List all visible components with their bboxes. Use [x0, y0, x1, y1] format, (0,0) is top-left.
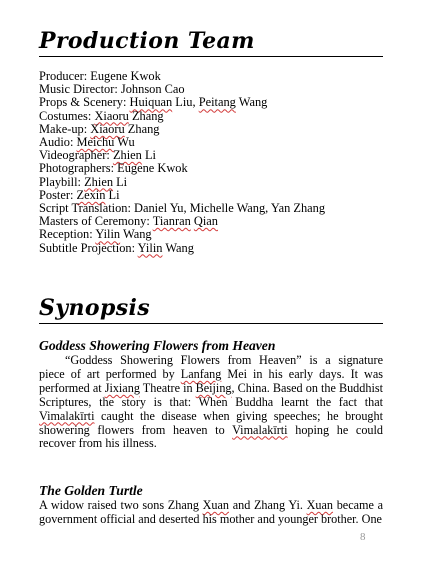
credit-role: Reception:: [39, 227, 93, 242]
goddess-synopsis-paragraph: [39, 354, 383, 451]
credit-name: Zexin Li: [76, 187, 120, 202]
credit-name: Tianran Qian: [152, 214, 218, 229]
page-number: 8: [360, 531, 366, 543]
credit-role: Masters of Ceremony:: [39, 214, 150, 229]
credit-role: Playbill:: [39, 174, 81, 189]
credit-item: [39, 96, 389, 109]
credit-name: Xiaoru Zhang: [94, 108, 164, 123]
golden-turtle-title: The Golden Turtle: [39, 483, 143, 498]
paragraph-line: showering flowers from heaven to Vimalakīrti hoping he could: [39, 422, 383, 437]
credit-role: Props & Scenery:: [39, 95, 127, 110]
paragraph-line: “Goddess Showering Flowers from Heaven” is a signature: [65, 353, 383, 367]
credit-name: Huiquan Liu, Peitang Wang: [129, 95, 268, 110]
credit-name: Johnson Cao: [120, 82, 185, 97]
credit-role: Producer:: [39, 69, 88, 83]
credit-name: Yilin Wang: [95, 227, 152, 242]
paragraph-line: government official and deserted his mother and younger brother. One: [39, 511, 382, 526]
paragraph-line: Vimalakīrti caught the disease when giving speeches; he brought: [39, 408, 383, 423]
golden-turtle-synopsis-paragraph: [39, 499, 383, 527]
paragraph-line: A widow raised two sons Zhang Xuan and Zhang Yi. Xuan became a: [39, 498, 384, 512]
paragraph-line: recover from his illness.: [39, 436, 157, 451]
credit-name: Yilin Wang: [137, 240, 194, 255]
goddess-title: Goddess Showering Flowers from Heaven: [39, 338, 276, 353]
credit-name: Eugene Kwok: [90, 69, 161, 83]
synopsis-heading: Synopsis: [39, 295, 151, 321]
credit-name: Daniel Yu, Michelle Wang, Yan Zhang: [134, 201, 326, 216]
credit-name: Xiaoru Zhang: [90, 121, 160, 136]
production-team-rule: [39, 56, 383, 57]
credit-name: Zhien Li: [112, 148, 156, 163]
credit-role: Photographers:: [39, 161, 115, 176]
production-credits-list: [39, 70, 389, 255]
paragraph-line: piece of art performed by Lanfang Mei in his early days. It was: [39, 366, 383, 381]
credit-role: Make-up:: [39, 121, 88, 136]
credit-item: [39, 242, 389, 255]
credit-role: Subtitle Projection:: [39, 240, 136, 255]
paragraph-line: Scriptures, the story is that: When Buddha learnt the fact that: [39, 394, 383, 409]
credit-role: Poster:: [39, 187, 74, 202]
synopsis-rule: [39, 323, 383, 324]
credit-name: Meichu Wu: [76, 135, 135, 150]
credit-name: Zhien Li: [84, 174, 128, 189]
production-team-heading: Production Team: [39, 28, 255, 54]
credit-role: Music Director:: [39, 82, 118, 97]
paragraph-line: performed at Jixiang Theatre in Beijing, China. Based on the Buddhist: [39, 380, 383, 395]
credit-role: Costumes:: [39, 108, 92, 123]
credit-name: Eugene Kwok: [117, 161, 188, 176]
credit-role: Videographer:: [39, 148, 110, 163]
credit-role: Audio:: [39, 135, 74, 150]
credit-role: Script Translation:: [39, 201, 131, 216]
